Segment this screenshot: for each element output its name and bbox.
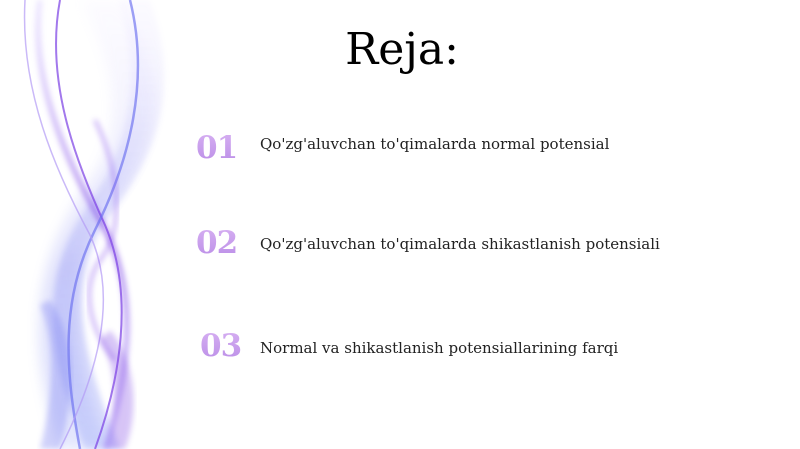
agenda-number: 01 [196, 128, 248, 168]
slide-title: Reja: [345, 24, 459, 75]
agenda-text: Qo'zg'aluvchan to'qimalarda normal potensial [260, 135, 610, 153]
agenda-item-3 [196, 326, 776, 370]
agenda-item-2 [196, 223, 776, 267]
agenda-item-1 [196, 128, 776, 172]
agenda-number: 03 [200, 326, 252, 366]
agenda-text: Qo'zg'aluvchan to'qimalarda shikastlanish potensiali [260, 235, 660, 253]
agenda-number: 02 [196, 223, 248, 263]
agenda-text: Normal va shikastlanish potensiallarining farqi [260, 339, 619, 357]
